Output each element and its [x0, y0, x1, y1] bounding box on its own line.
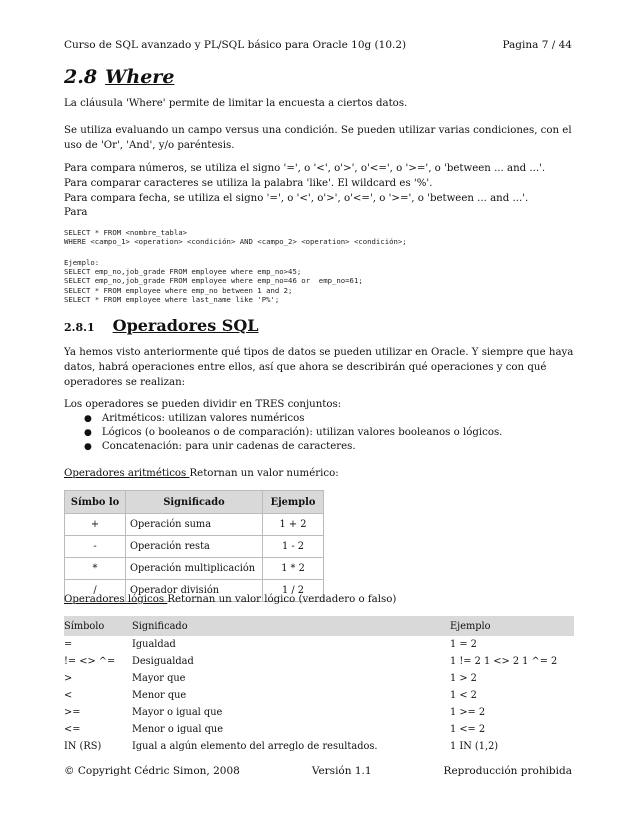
footer-version: Versión 1.1 — [311, 765, 372, 777]
table-cell: >= — [64, 707, 81, 718]
bullet-list — [84, 412, 502, 454]
arith-table — [64, 490, 324, 602]
table-cell: 1 - 2 — [263, 536, 324, 558]
table-cell: 1 IN (1,2) — [450, 741, 499, 752]
subsection-title: Operadores SQL — [112, 316, 259, 335]
list-item: ● Concatenación: para unir cadenas de caracteres. — [84, 440, 502, 454]
table-cell: / — [65, 580, 126, 602]
table-cell: 1 < 2 — [450, 690, 477, 701]
table-cell: Igual a algún elemento del arreglo de resultados. — [132, 741, 378, 752]
table-row — [65, 536, 324, 558]
table-row — [64, 670, 574, 687]
table-row — [64, 738, 574, 755]
table-cell: IN (RS) — [64, 741, 102, 752]
paragraph: Se utiliza evaluando un campo versus una condición. Se pueden utilizar varias condiciones, con el uso de 'Or', 'And', y/o paréntesis. — [64, 125, 572, 151]
footer-copyright: © Copyright Cédric Simon, 2008 — [64, 765, 240, 777]
table-cell: = — [64, 639, 73, 650]
table-row — [64, 721, 574, 738]
table-cell: 1 > 2 — [450, 673, 477, 684]
table-cell: Menor que — [132, 690, 187, 701]
section-title: Where — [105, 66, 175, 88]
table-cell: <= — [64, 724, 81, 735]
code-example: Ejemplo: SELECT emp_no,job_grade FROM employee where emp_no>45; SELECT emp_no,job_grade FROM employee where emp_no=46 or emp_no=61; SELECT * FROM employee where emp_no between 1 and 2; SELECT * FROM employee where last_name like 'P%'; — [64, 258, 363, 304]
logic-desc: Retornan un valor lógico (verdadero o falso) — [167, 594, 397, 605]
table-cell: 1 + 2 — [263, 514, 324, 536]
table-cell: Mayor que — [132, 673, 186, 684]
table-cell: Desigualdad — [132, 656, 194, 667]
arith-desc: Retornan un valor numérico: — [189, 468, 339, 479]
table-cell: Igualdad — [132, 639, 176, 650]
table-row — [64, 636, 574, 653]
arith-caption — [64, 466, 584, 481]
page-number: Pagina 7 / 44 — [502, 39, 572, 51]
table-row — [65, 558, 324, 580]
footer-notice: Reproducción prohibida — [443, 765, 572, 777]
table-cell: != <> ^= — [64, 656, 116, 667]
table-row — [64, 687, 574, 704]
paragraph: Para — [64, 207, 88, 218]
table-header: Ejemplo — [450, 616, 574, 636]
subsection-number: 2.8.1 — [64, 321, 95, 334]
table-cell: Menor o igual que — [132, 724, 224, 735]
table-cell: 1 = 2 — [450, 639, 477, 650]
table-cell: 1 >= 2 — [450, 707, 486, 718]
table-cell: - — [65, 536, 126, 558]
table-cell: Operador división — [126, 580, 263, 602]
table-cell: 1 / 2 — [263, 580, 324, 602]
table-header: Significado — [132, 616, 450, 636]
paragraph: Para compara números, se utiliza el signo '=', o '<', o'>', o'<=', o '>=', o 'between ... and ...'. — [64, 163, 546, 174]
paragraph: Para comparar caracteres se utiliza la palabra 'like'. El wildcard es '%'. — [64, 178, 433, 189]
table-cell: * — [65, 558, 126, 580]
paragraph: Para compara fecha, se utiliza el signo '=', o '<', o'>', o'<=', o '>=', o 'between ... and ...'. — [64, 193, 529, 204]
table-row — [65, 514, 324, 536]
table-cell: Operación multiplicación — [126, 558, 263, 580]
table-cell: Operación resta — [126, 536, 263, 558]
paragraph: Los operadores se pueden dividir en TRES conjuntos: — [64, 399, 342, 410]
page-footer — [64, 765, 572, 777]
table-cell: 1 <= 2 — [450, 724, 486, 735]
table-header: Ejemplo — [263, 491, 324, 514]
table-header-row — [65, 491, 324, 514]
table-row — [64, 653, 574, 670]
paragraph: La cláusula 'Where' permite de limitar la encuesta a ciertos datos. — [64, 98, 408, 109]
list-item: ● Aritméticos: utilizan valores numéricos — [84, 412, 502, 426]
table-cell: Mayor o igual que — [132, 707, 223, 718]
list-item: ● Lógicos (o booleanos o de comparación): utilizan valores booleanos o lógicos. — [84, 426, 502, 440]
logic-table — [64, 616, 574, 755]
table-cell: > — [64, 673, 73, 684]
arith-label: Operadores aritméticos — [64, 468, 190, 479]
table-cell: 1 * 2 — [263, 558, 324, 580]
table-cell: < — [64, 690, 73, 701]
code-block: SELECT * FROM <nombre_tabla> WHERE <campo_1> <operation> <condición> AND <campo_2> <operation> <condición>; — [64, 228, 407, 247]
subsection-heading — [64, 316, 259, 335]
page-header — [64, 39, 572, 51]
table-header: Significado — [126, 491, 263, 514]
table-header-row — [64, 616, 574, 636]
paragraph: Ya hemos visto anteriormente qué tipos de datos se pueden utilizar en Oracle. Y siempre que haya datos, habrá operaciones entre ellos, así que ahora se describirán qué operaciones y con qué operadores se realizan: — [64, 347, 574, 388]
logic-caption — [64, 592, 584, 607]
table-cell: Operación suma — [126, 514, 263, 536]
table-cell: 1 != 2 1 <> 2 1 ^= 2 — [450, 656, 558, 667]
table-header: Símbo lo — [65, 491, 126, 514]
section-number: 2.8 — [64, 66, 98, 88]
section-heading — [64, 66, 174, 88]
logic-label: Operadores lógicos — [64, 594, 168, 605]
table-cell: + — [65, 514, 126, 536]
table-row — [64, 704, 574, 721]
table-header: Símbolo — [64, 616, 132, 636]
header-title: Curso de SQL avanzado y PL/SQL básico para Oracle 10g (10.2) — [64, 39, 407, 51]
